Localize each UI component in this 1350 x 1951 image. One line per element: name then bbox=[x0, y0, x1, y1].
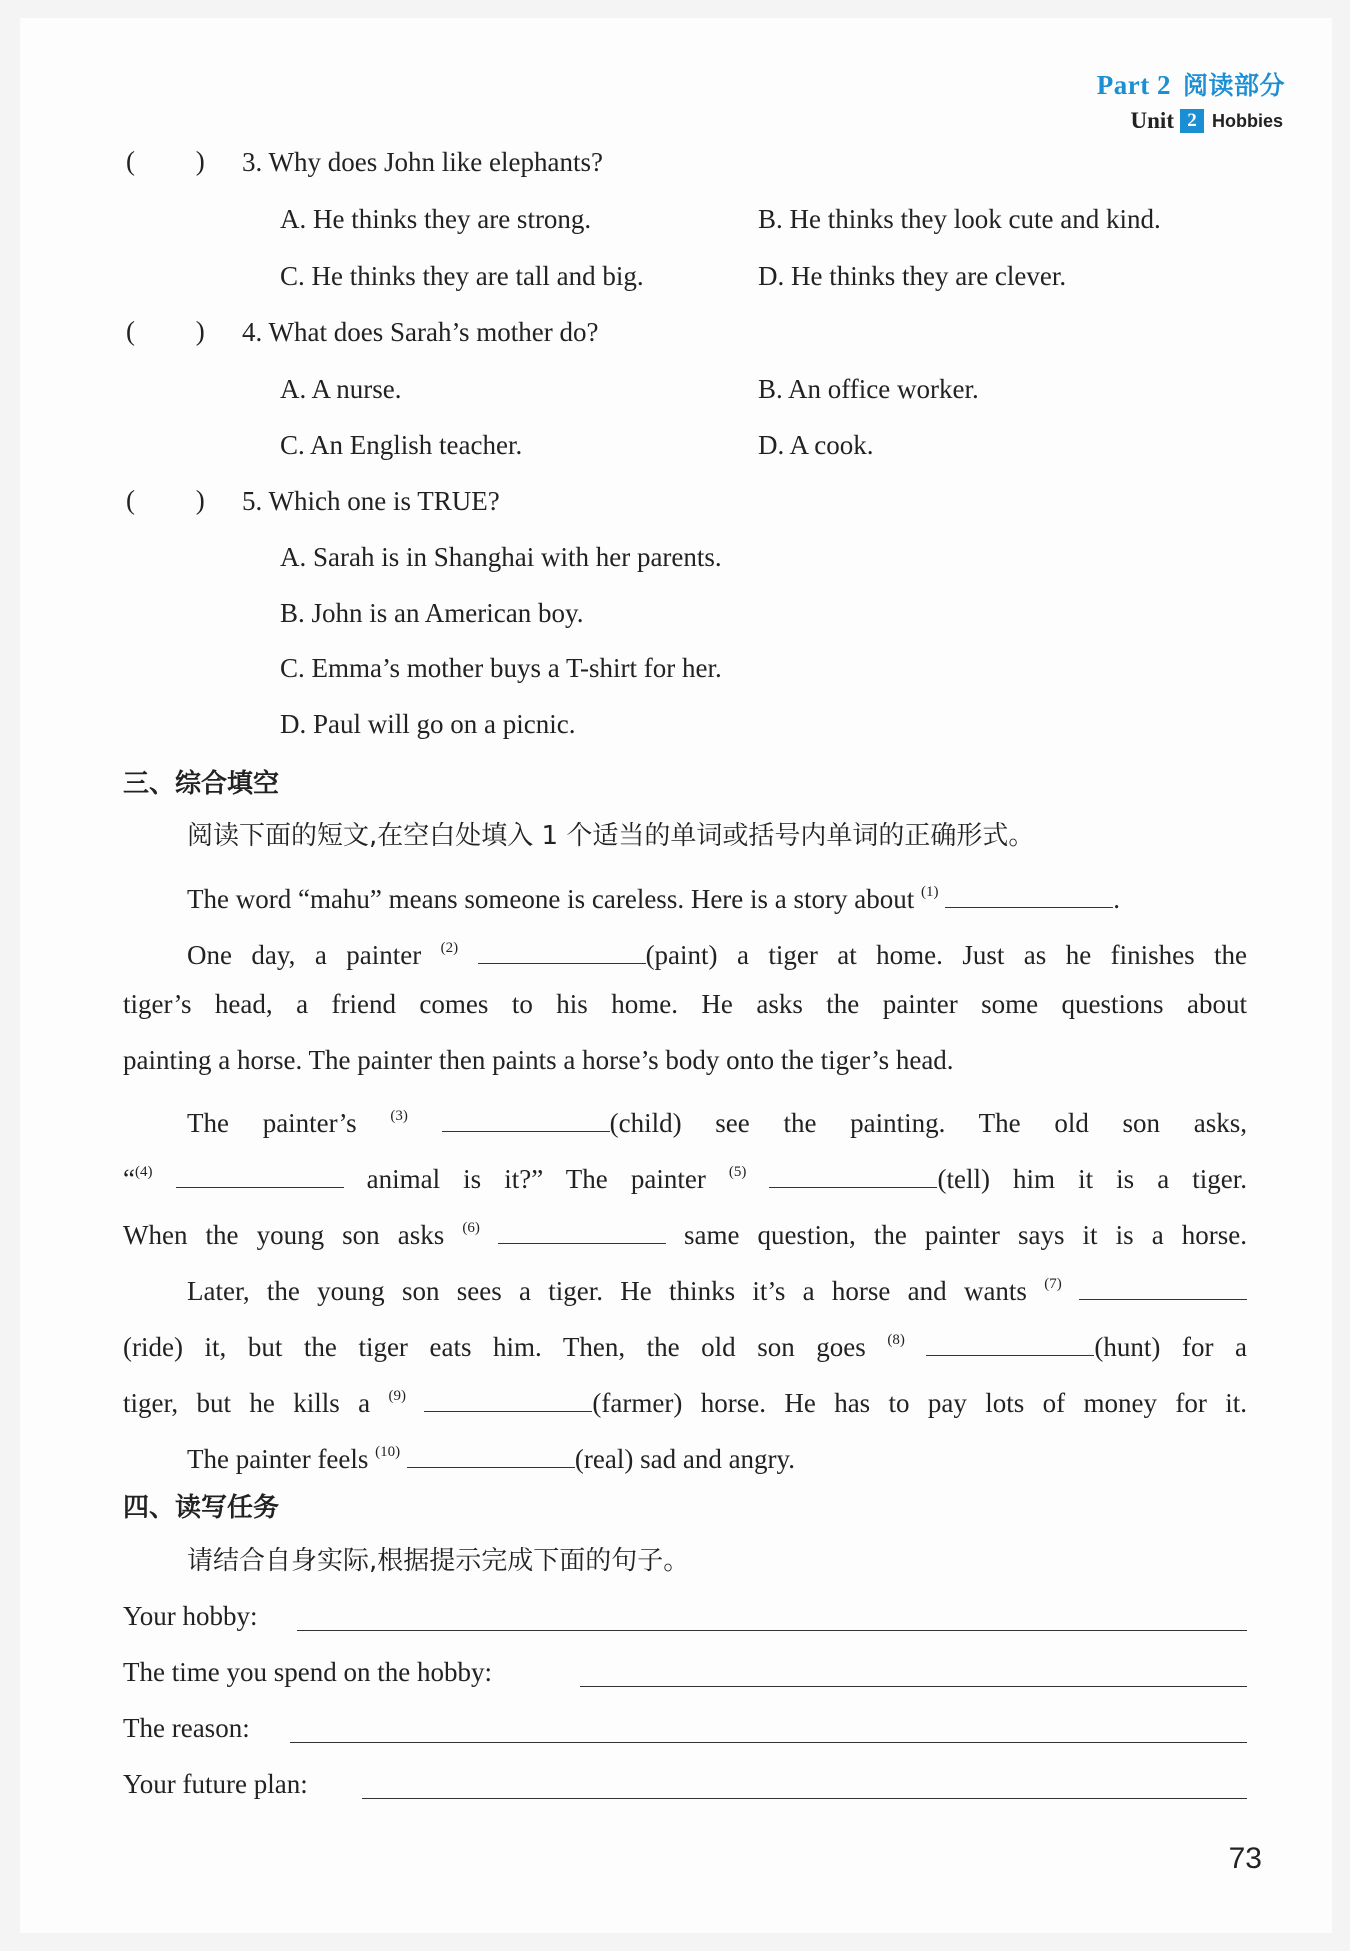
answer-line-future-plan[interactable] bbox=[362, 1798, 1247, 1799]
option-4a: A. A nurse. bbox=[280, 374, 402, 404]
option-5b: B. John is an American boy. bbox=[280, 598, 584, 628]
passage-line-7: When the young son asks $^{(6)}$ same question, the painter says it is a horse. bbox=[123, 1220, 1247, 1250]
header-part: Part 2 阅读部分 bbox=[1096, 70, 1285, 100]
prompt-reason: The reason: bbox=[123, 1713, 250, 1743]
section-4-title: 四、读写任务 bbox=[123, 1493, 280, 1523]
section-3-title: 三、综合填空 bbox=[123, 769, 280, 799]
option-3c: C. He thinks they are tall and big. bbox=[280, 261, 644, 291]
blank-6[interactable] bbox=[498, 1219, 666, 1244]
answer-bracket-3[interactable]: ( ) bbox=[126, 146, 205, 176]
passage-line-3: tiger’s head, a friend comes to his home. He asks the painter some questions about bbox=[123, 989, 1247, 1019]
prompt-future-plan: Your future plan: bbox=[123, 1769, 308, 1799]
question-4: 4. What does Sarah’s mother do? bbox=[242, 317, 599, 347]
passage-line-5: The painter’s $^{(3)}$ (child) see the painting. The old son asks, bbox=[187, 1108, 1248, 1138]
answer-line-time[interactable] bbox=[580, 1686, 1247, 1687]
option-3d: D. He thinks they are clever. bbox=[758, 261, 1067, 291]
page-number: 73 bbox=[1228, 1842, 1262, 1875]
option-3a: A. He thinks they are strong. bbox=[280, 204, 592, 234]
passage-line-8: Later, the young son sees a tiger. He thinks it’s a horse and wants $^{(7)}$ bbox=[187, 1268, 1247, 1307]
section-3-instruction: 阅读下面的短文,在空白处填入 1 个适当的单词或括号内单词的正确形式。 bbox=[187, 821, 1035, 851]
section-4-instruction: 请结合自身实际,根据提示完成下面的句子。 bbox=[187, 1546, 690, 1576]
option-5d: D. Paul will go on a picnic. bbox=[280, 709, 576, 739]
passage-line-6: “$^{(4)}$ animal is it?” The painter $^{(5)}$ (tell) him it is a tiger. bbox=[123, 1164, 1248, 1194]
blank-8[interactable] bbox=[926, 1331, 1094, 1356]
option-3b: B. He thinks they look cute and kind. bbox=[758, 204, 1161, 234]
passage-line-11: The painter feels $^{(10)}$ (real) sad and angry. bbox=[187, 1444, 796, 1474]
blank-4[interactable] bbox=[176, 1163, 344, 1188]
passage-line-9: (ride) it, but the tiger eats him. Then, the old son goes $^{(8)}$ (hunt) for a bbox=[123, 1332, 1247, 1362]
page bbox=[20, 18, 1332, 1933]
passage-line-4: painting a horse. The painter then paints a horse’s body onto the tiger’s head. bbox=[123, 1045, 954, 1075]
question-3: 3. Why does John like elephants? bbox=[242, 147, 603, 177]
passage-line-1: The word “mahu” means someone is careless. Here is a story about $^{(1)}$ . bbox=[187, 884, 1121, 914]
blank-1[interactable] bbox=[945, 883, 1113, 908]
passage-line-2: One day, a painter $^{(2)}$ (paint) a tiger at home. Just as he finishes the bbox=[187, 940, 1248, 970]
option-4b: B. An office worker. bbox=[758, 374, 979, 404]
answer-line-hobby[interactable] bbox=[297, 1630, 1247, 1631]
prompt-time: The time you spend on the hobby: bbox=[123, 1657, 492, 1687]
option-4d: D. A cook. bbox=[758, 430, 874, 460]
answer-line-reason[interactable] bbox=[290, 1742, 1247, 1743]
option-5c: C. Emma’s mother buys a T-shirt for her. bbox=[280, 653, 722, 683]
option-4c: C. An English teacher. bbox=[280, 430, 523, 460]
blank-3[interactable] bbox=[442, 1107, 610, 1132]
option-5a: A. Sarah is in Shanghai with her parents. bbox=[280, 542, 722, 572]
answer-bracket-4[interactable]: ( ) bbox=[126, 316, 205, 346]
question-5: 5. Which one is TRUE? bbox=[242, 486, 500, 516]
blank-7[interactable] bbox=[1079, 1275, 1247, 1300]
prompt-hobby: Your hobby: bbox=[123, 1601, 258, 1631]
passage-line-10: tiger, but he kills a $^{(9)}$ (farmer) horse. He has to pay lots of money for it. bbox=[123, 1388, 1248, 1418]
blank-2[interactable] bbox=[478, 939, 646, 964]
blank-9[interactable] bbox=[424, 1387, 592, 1412]
answer-bracket-5[interactable]: ( ) bbox=[126, 485, 205, 515]
blank-5[interactable] bbox=[769, 1163, 937, 1188]
header-unit: Unit 2 Hobbies bbox=[1130, 108, 1283, 133]
blank-10[interactable] bbox=[407, 1443, 575, 1468]
